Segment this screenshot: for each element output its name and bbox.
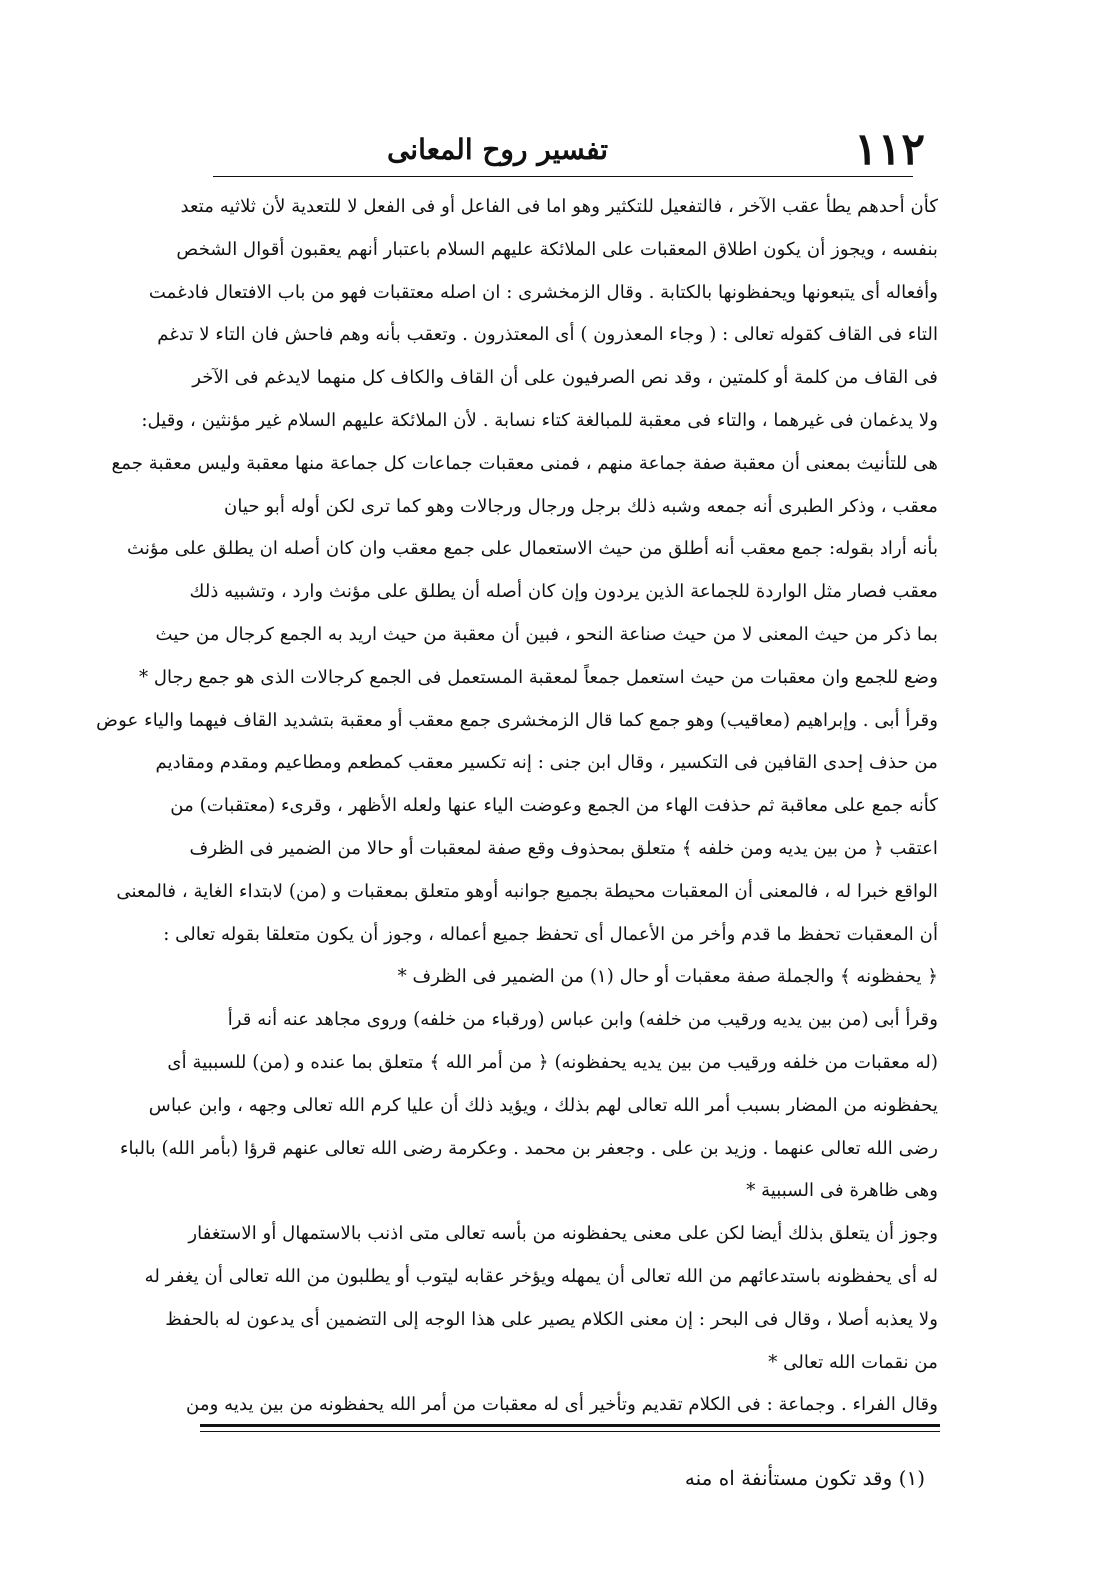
- text-line: بما ذكر من حيث المعنى لا من حيث صناعة النحو ، فبين أن معقبة من حيث اريد به الجمع كرجال من حيث: [155, 623, 938, 645]
- text-line: له أى يحفظونه باستدعائهم من الله تعالى أن يمهله ويؤخر عقابه ليتوب أو يطلبون من الله تعالى أن يغفر له: [144, 1265, 938, 1287]
- text-line: ﴿ يحفظونه ﴾ والجملة صفة معقبات أو حال (١) من الضمير فى الظرف *: [397, 966, 938, 988]
- header-rule: [213, 176, 913, 177]
- text-line: اعتقب ﴿ من بين يديه ومن خلفه ﴾ متعلق بمحذوف وقع صفة لمعقبات أو حالا من الضمير فى الظرف: [189, 837, 938, 859]
- footnote-rule-thick: [200, 1424, 940, 1427]
- text-line: وقرأ أبى . وإبراهيم (معاقيب) وهو جمع كما قال الزمخشرى جمع معقب أو معقبة بتشديد القاف فيهما والياء عوض: [96, 709, 938, 731]
- text-line: وهى ظاهرة فى السببية *: [746, 1180, 938, 1202]
- footnote-rule-thin: [200, 1431, 940, 1432]
- text-line: التاء فى القاف كقوله تعالى : ( وجاء المعذرون ) أى المعتذرون . وتعقب بأنه وهم فاحش فان التاء لا تدغم: [157, 324, 938, 346]
- text-line: معقب ، وذكر الطبرى أنه جمعه وشبه ذلك برجل ورجال ورجالات وهو كما ترى لكن أوله أبو حيان: [224, 495, 938, 517]
- text-line: أن المعقبات تحفظ ما قدم وأخر من الأعمال أى تحفظ جميع أعماله ، وجوز أن يكون متعلقا بقوله تعالى :: [163, 923, 938, 945]
- text-line: من نقمات الله تعالى *: [768, 1351, 938, 1373]
- text-line: وأفعاله أى يتبعونها ويحفظونها بالكتابة . وقال الزمخشرى : ان اصله معتقبات فهو من باب الافتعال فادغمت: [148, 281, 938, 303]
- text-line: بنفسه ، ويجوز أن يكون اطلاق المعقبات على الملائكة عليهم السلام باعتبار أنهم يعقبون أقوال الشخص: [176, 238, 938, 260]
- text-line: وقرأ أبى (من بين يديه ورقيب من خلفه) وابن عباس (ورقباء من خلفه) وروى مجاهد عنه أنه قرأ: [227, 1009, 938, 1031]
- text-line: الواقع خبرا له ، فالمعنى أن المعقبات محيطة بجميع جوانبه أوهو متعلق بمعقبات و (من) لابتداء الغاية ، فالمعنى: [116, 880, 938, 902]
- page-number: ١١٢: [854, 124, 925, 175]
- text-line: يحفظونه من المضار بسبب أمر الله تعالى لهم بذلك ، ويؤيد ذلك أن عليا كرم الله تعالى وجهه ، وابن عباس: [148, 1094, 938, 1116]
- running-title: تفسير روح المعانى: [386, 133, 609, 166]
- page-header: [70, 126, 925, 174]
- text-line: وجوز أن يتعلق بذلك أيضا لكن على معنى يحفظونه من بأسه تعالى متى اذنب بالاستمهال أو الاستغفار: [188, 1223, 938, 1245]
- text-line: بأنه أراد بقوله: جمع معقب أنه أطلق من حيث الاستعمال على جمع معقب وان كان أصله ان يطلق على مؤنث: [126, 538, 938, 560]
- text-line: معقب فصار مثل الواردة للجماعة الذين يردون وإن كان أصله أن يطلق على مؤنث وارد ، وتشبيه ذلك: [189, 581, 938, 603]
- text-line: وقال الفراء . وجماعة : فى الكلام تقديم وتأخير أى له معقبات من أمر الله يحفظونه من بين يديه ومن: [186, 1394, 938, 1416]
- text-line: هى للتأنيث بمعنى أن معقبة صفة جماعة منهم ، فمنى معقبات جماعات كل جماعة منها معقبة وليس معقبة جمع: [111, 452, 938, 474]
- text-line: كأنه جمع على معاقبة ثم حذفت الهاء من الجمع وعوضت الياء عنها ولعله الأظهر ، وقرىء (معتقبات) من: [170, 795, 938, 817]
- text-line: فى القاف من كلمة أو كلمتين ، وقد نص الصرفيون على أن القاف والكاف كل منهما لايدغم فى الآخر: [192, 367, 938, 389]
- text-line: (له معقبات من خلفه ورقيب من بين يديه يحفظونه) ﴿ من أمر الله ﴾ متعلق بما عنده و (من) للسببية أى: [167, 1051, 938, 1073]
- text-line: وضع للجمع وان معقبات من حيث استعمل جمعاً لمعقبة المستعمل فى الجمع كرجالات الذى هو جمع رجال *: [138, 666, 938, 688]
- body-text: [96, 186, 938, 1427]
- text-line: كأن أحدهم يطأ عقب الآخر ، فالتفعيل للتكثير وهو اما فى الفاعل أو فى الفعل لا للتعدية لأن ثلاثيه متعد: [180, 196, 938, 217]
- text-line: ولا يعذبه أصلا ، وقال فى البحر : إن معنى الكلام يصير على هذا الوجه إلى التضمين أى يدعون له بالحفظ: [165, 1308, 938, 1330]
- footnote: (١) وقد تكون مستأنفة اه منه: [684, 1466, 925, 1490]
- text-line: رضى الله تعالى عنهما . وزيد بن على . وجعفر بن محمد . وعكرمة رضى الله تعالى عنهم قرؤا (بأمر الله) بالباء: [119, 1137, 938, 1159]
- text-line: ولا يدغمان فى غيرهما ، والتاء فى معقبة للمبالغة كتاء نسابة . لأن الملائكة عليهم السلام غير مؤنثين ، وقيل:: [141, 409, 938, 431]
- text-line: من حذف إحدى القافين فى التكسير ، وقال ابن جنى : إنه تكسير معقب كمطعم ومطاعيم ومقدم ومقاديم: [155, 752, 938, 774]
